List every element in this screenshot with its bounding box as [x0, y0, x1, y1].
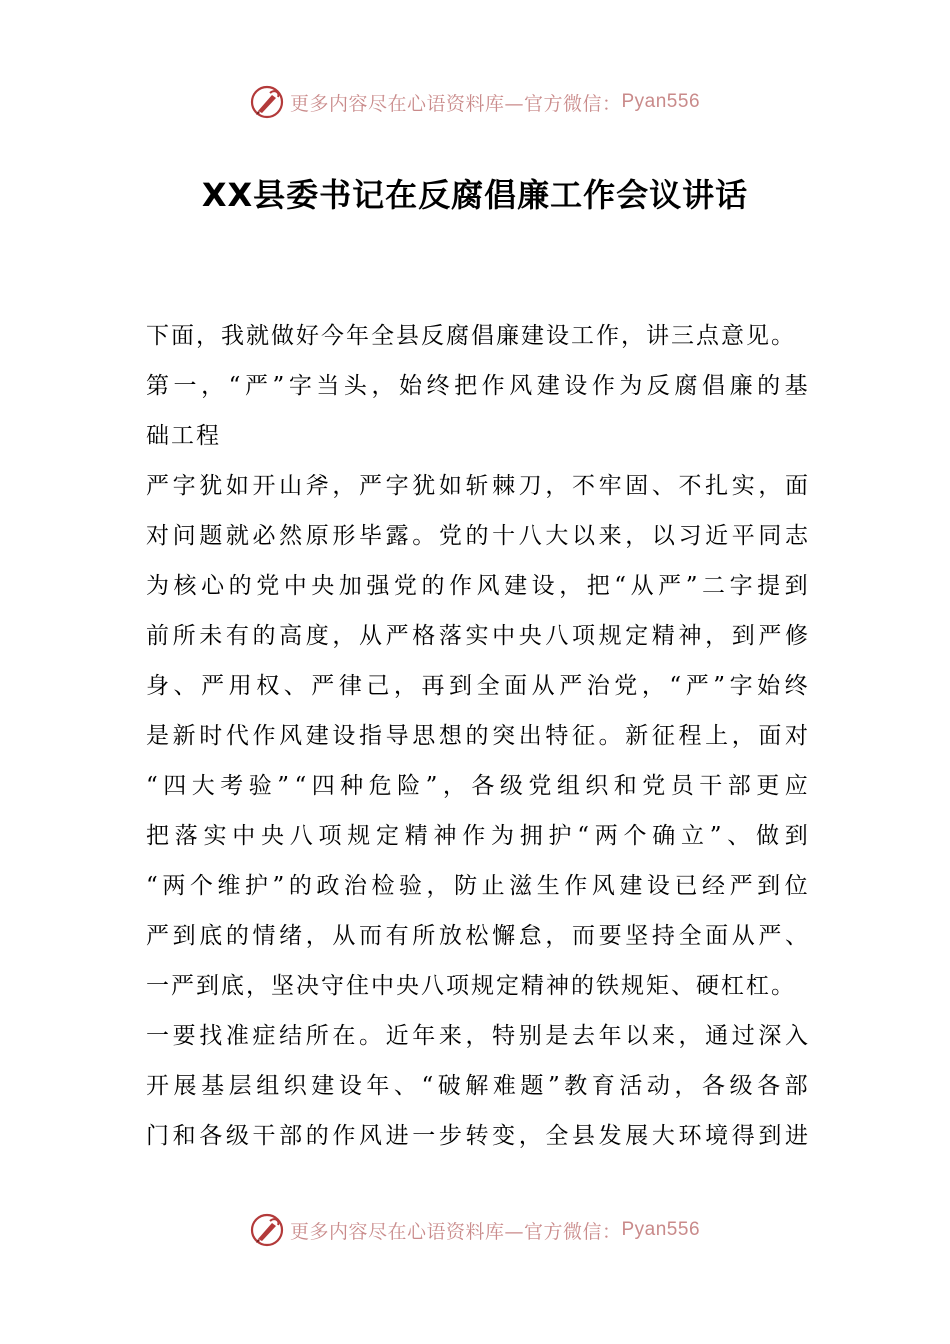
watermark-text: 更多内容尽在心语资料库—官方微信： — [289, 1220, 622, 1243]
text-line: 一 要 找 准 症 结 所 在 。 近 年 来 ， 特 别 是 去 年 以 来 ， 通 过 深 入 — [146, 1023, 808, 1049]
text-line: “ 两 个 维 护 ” 的 政 治 检 验 ， 防 止 滋 生 作 风 建 设 已 经 严 到 位 — [146, 873, 808, 899]
document-title: XX县委书记在反腐倡廉工作会议讲话 — [201, 176, 749, 214]
text-line: 下面，我就做好今年全县反腐倡廉建设工作，讲三点意见。 — [146, 323, 796, 349]
text-line: 身 、 严 用 权 、 严 律 己 ， 再 到 全 面 从 严 治 党 ， “ 严 ” 字 始 终 — [146, 673, 808, 699]
watermark-wechat-id: Pyan556 — [621, 91, 701, 112]
text-line: 础工程 — [146, 423, 221, 449]
text-line: 严 字 犹 如 开 山 斧 ， 严 字 犹 如 斩 棘 刀 ， 不 牢 固 、 不 扎 实 ， 面 — [146, 473, 808, 499]
header-watermark — [0, 82, 950, 122]
text-line: 为 核 心 的 党 中 央 加 强 党 的 作 风 建 设 ， 把 “ 从 严 ” 二 字 提 到 — [146, 573, 808, 599]
document-body — [146, 311, 808, 1161]
pen-logo-icon — [250, 1213, 284, 1247]
text-line: 门 和 各 级 干 部 的 作 风 进 一 步 转 变 ， 全 县 发 展 大 环 境 得 到 进 — [146, 1123, 808, 1149]
text-line: 前 所 未 有 的 高 度 ， 从 严 格 落 实 中 央 八 项 规 定 精 神 ， 到 严 修 — [146, 623, 808, 649]
watermark-wechat-id: Pyan556 — [621, 1219, 701, 1240]
text-line: 对 问 题 就 必 然 原 形 毕 露 。 党 的 十 八 大 以 来 ， 以 习 近 平 同 志 — [146, 523, 808, 549]
footer-watermark — [0, 1210, 950, 1250]
text-line: 开 展 基 层 组 织 建 设 年 、 “ 破 解 难 题 ” 教 育 活 动 ， 各 级 各 部 — [146, 1073, 808, 1099]
text-line: 一严到底，坚决守住中央八项规定精神的铁规矩、硬杠杠。 — [146, 973, 796, 999]
pen-logo-icon — [250, 85, 284, 119]
watermark-text: 更多内容尽在心语资料库—官方微信： — [289, 92, 622, 115]
text-line: 是 新 时 代 作 风 建 设 指 导 思 想 的 突 出 特 征 。 新 征 程 上 ， 面 对 — [146, 723, 808, 749]
text-line: 第 一 ， “ 严 ” 字 当 头 ， 始 终 把 作 风 建 设 作 为 反 腐 倡 廉 的 基 — [146, 373, 808, 399]
text-line: “ 四 大 考 验 ” “ 四 种 危 险 ” ， 各 级 党 组 织 和 党 员 干 部 更 应 — [146, 773, 808, 799]
text-line: 把 落 实 中 央 八 项 规 定 精 神 作 为 拥 护 “ 两 个 确 立 ” 、 做 到 — [146, 823, 808, 849]
text-line: 严 到 底 的 情 绪 ， 从 而 有 所 放 松 懈 怠 ， 而 要 坚 持 全 面 从 严 、 — [146, 923, 808, 949]
